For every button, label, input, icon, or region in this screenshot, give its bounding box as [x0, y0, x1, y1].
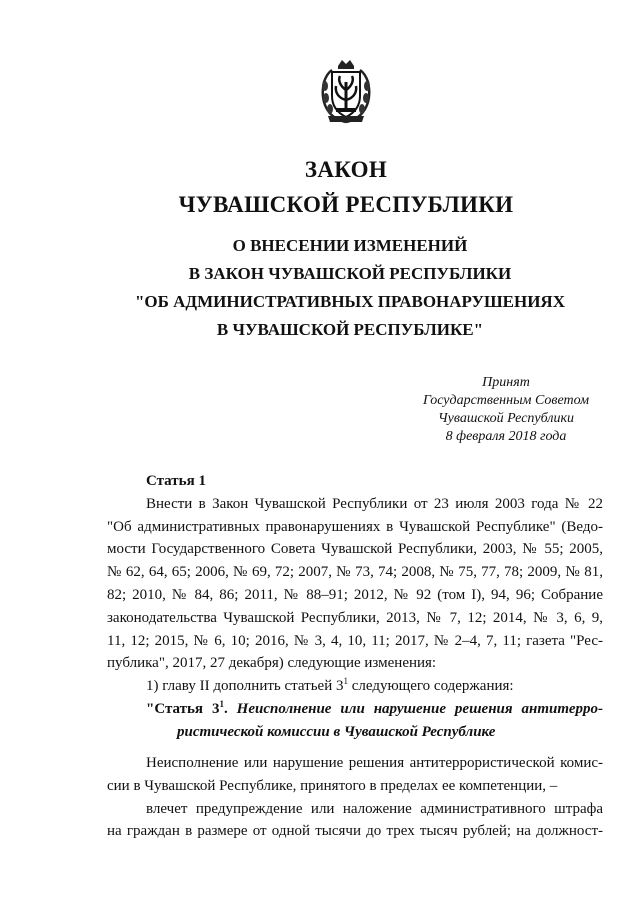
law-title	[0, 154, 640, 186]
adoption-line: Принят	[482, 375, 530, 390]
subtitle-line: "ОБ АДМИНИСТРАТИВНЫХ ПРАВОНАРУШЕНИЯХ	[134, 292, 565, 311]
adoption-date: 8 февраля 2018 года	[445, 429, 567, 444]
adoption-line: Государственным Советом	[422, 393, 590, 408]
article-heading: Статья 1	[146, 473, 206, 489]
adoption-note	[400, 374, 612, 446]
subtitle-line: О ВНЕСЕНИИ ИЗМЕНЕНИЙ	[232, 236, 468, 255]
new-article-title: "Статья $3^1$. Неисполнение или нарушение решения антитерро-	[146, 698, 604, 717]
article-text-line: "Об административных правонарушениях в Чувашской Республике" (Ведо-	[107, 518, 603, 535]
law-subtitle	[0, 232, 640, 344]
article-text-line: № 62, 64, 65; 2006, № 69, 72; 2007, № 73, 74; 2008, № 75, 77, 78; 2009, № 81,	[107, 564, 603, 581]
article-text-line: мости Государственного Совета Чувашской Республики, 2003, № 55; 2005,	[107, 541, 603, 558]
article-text-line: публика", 2017, 27 декабря) следующие изменения:	[107, 655, 437, 672]
title-line-2: ЧУВАШСКОЙ РЕСПУБЛИКИ	[178, 192, 514, 217]
article-text-line: законодательства Чувашской Республики, 2013, № 7, 12; 2014, № 3, 6, 9,	[107, 609, 603, 626]
article-text-line: сии в Чувашской Республике, принятого в пределах ее компетенции, –	[107, 777, 558, 794]
adoption-line: Чувашской Республики	[438, 411, 574, 426]
article-text-line: 11, 12; 2015, № 6, 10; 2016, № 3, 4, 10, 11; 2017, № 2–4, 7, 11; газета "Рес-	[107, 632, 603, 649]
subtitle-line: В ЧУВАШСКОЙ РЕСПУБЛИКЕ"	[216, 320, 484, 339]
law-title-republic	[0, 189, 640, 221]
chuvash-coat-of-arms-icon	[318, 56, 374, 126]
title-line-1: ЗАКОН	[304, 157, 388, 182]
article-text-line: Внести в Закон Чувашской Республики от 23 июля 2003 года № 22	[146, 495, 603, 512]
new-article-title-cont: ристической комиссии в Чувашской Республике	[177, 723, 496, 740]
subtitle-line: В ЗАКОН ЧУВАШСКОЙ РЕСПУБЛИКИ	[188, 264, 512, 283]
article-text-line: 82; 2010, № 84, 86; 2011, № 88–91; 2012, № 92 (том I), 94, 96; Собрание	[107, 586, 603, 603]
article-text-line: Неисполнение или нарушение решения антитеррористической комис-	[146, 755, 603, 771]
amendment-item-1: 1) главу II дополнить статьей $3^1$ следующего содержания:	[146, 676, 514, 695]
article-1	[107, 470, 603, 744]
article-text-line: влечет предупреждение или наложение административного штрафа	[146, 800, 603, 817]
new-article-body	[107, 752, 603, 843]
article-text-line: на граждан в размере от одной тысячи до трех тысяч рублей; на должност-	[107, 823, 603, 840]
